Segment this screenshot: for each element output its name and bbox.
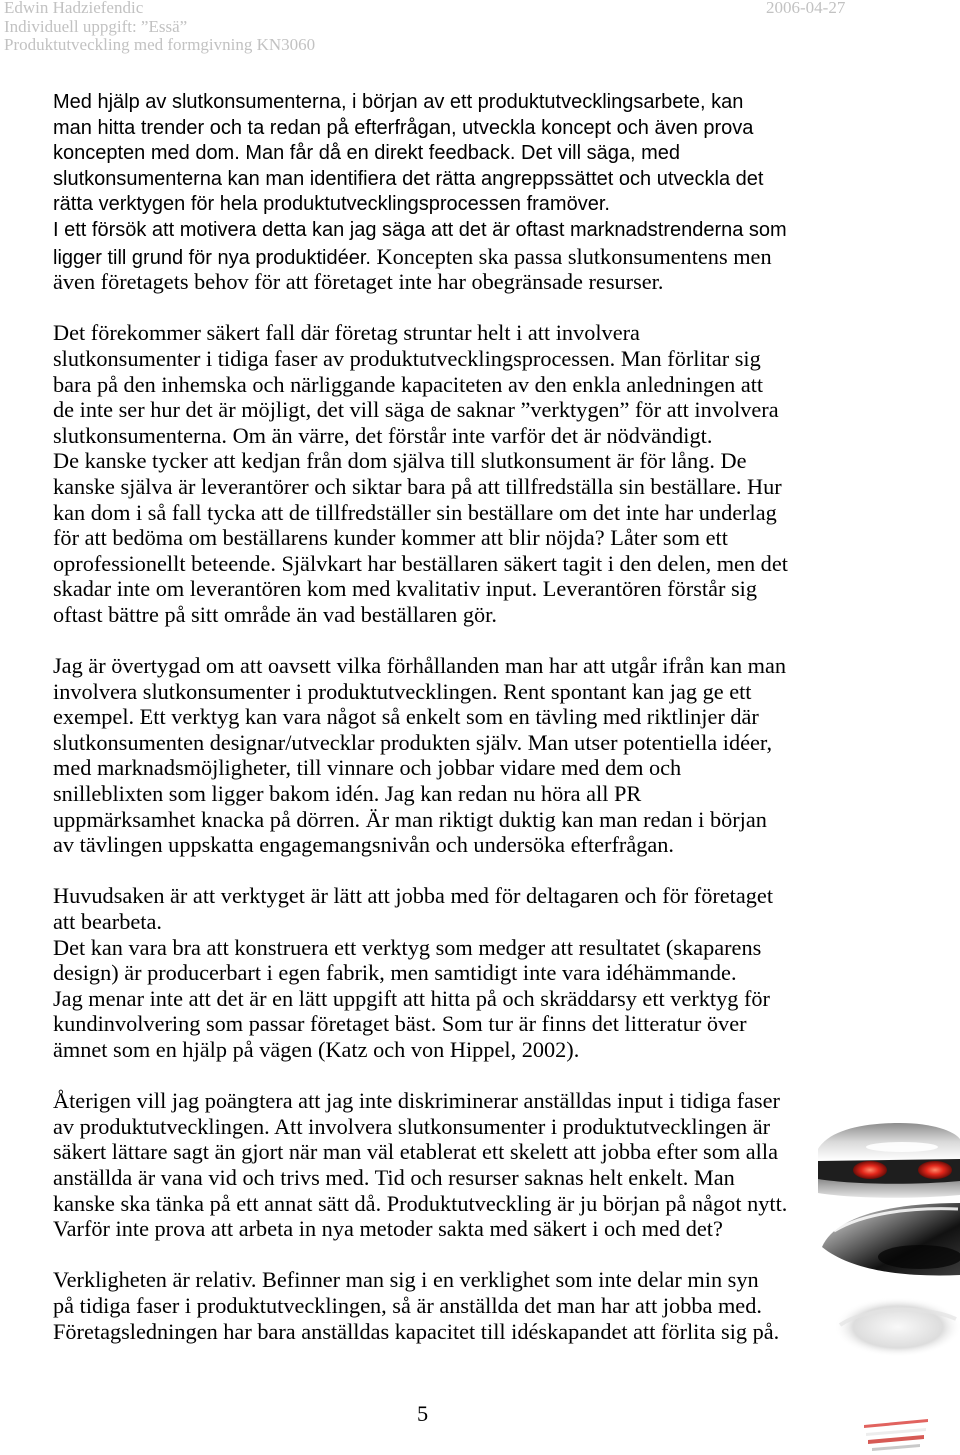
text-line: även företagets behov för att företaget inte har obegränsade resurser. xyxy=(53,269,664,295)
text-line: slutkonsumenten designar/utvecklar produkten själv. Man utser potentiella idéer, xyxy=(53,729,773,755)
paragraph xyxy=(53,1088,788,1242)
glossy-car-body-image xyxy=(822,1203,960,1275)
text-line: Det kan vara bra att konstruera ett verktyg som medger att resultatet (skaparens xyxy=(53,934,762,960)
text-line: kanske själva är leverantörer och siktar bara på att tillfredställa sin beställare. Hur xyxy=(53,473,782,499)
text-line: man hitta trender och ta redan på efterfrågan, utveckla koncept och även prova xyxy=(53,116,754,139)
faded-car-image xyxy=(834,1297,960,1357)
text-line: exempel. Ett verktyg kan vara något så enkelt som en tävling med riktlinjer där xyxy=(53,704,759,730)
text-line: design) är producerbart i egen fabrik, men samtidigt inte vara idéhämmande. xyxy=(53,960,737,986)
text-line: Varför inte prova att arbeta in nya metoder sakta med säkert i och med det? xyxy=(53,1216,723,1242)
page-number: 5 xyxy=(417,1401,429,1426)
text-line: Med hjälp av slutkonsumenterna, i början av ett produktutvecklingsarbete, kan xyxy=(53,91,744,113)
text-line: uppmärksamhet knacka på dörren. Är man riktigt duktig kan man redan i början xyxy=(53,806,767,832)
text-line: bara på den inhemska och närliggande kapaciteten av den enkla anledningen att xyxy=(53,371,764,397)
text-segment: ligger till grund för nya produktidéer. xyxy=(53,246,377,269)
text-line: Företagsledningen har bara anställdas kapacitet till idéskapandet att förlita sig på. xyxy=(53,1318,780,1344)
text-line: slutkonsumenter i tidiga faser av produktutvecklingsprocessen. Man förlitar sig xyxy=(53,345,761,371)
header-info xyxy=(4,0,315,55)
header-author: Edwin Hadziefendic xyxy=(4,0,144,17)
text-line: Återigen vill jag poängtera att jag inte diskriminerar anställdas input i tidiga faser xyxy=(53,1088,780,1114)
text-line: på tidiga faser i produktutvecklingen, så är anställda det man har att jobba med. xyxy=(53,1292,762,1318)
header-date: 2006-04-27 xyxy=(766,0,846,17)
paragraph xyxy=(53,1267,788,1344)
decorative-side-images xyxy=(816,1115,960,1455)
text-line: med marknadsmöjligheter, till vinnare och jobbar vidare med dem och xyxy=(53,755,682,781)
text-line: för att bedöma om beställarens kunder kommer att blir nöjda? Låter som ett xyxy=(53,525,728,551)
text-line xyxy=(53,244,788,270)
paragraph xyxy=(53,653,788,858)
text-line: Det förekommer säkert fall där företag struntar helt i att involvera xyxy=(53,320,640,346)
text-line: koncepten med dom. Man får då en direkt feedback. Det vill säga, med xyxy=(53,142,681,165)
text-line: rätta verktygen för hela produktutvecklingsprocessen framöver. xyxy=(53,193,610,216)
text-line: anställda är vana vid och trivs med. Tid och resurser saknas helt enkelt. Man xyxy=(53,1164,735,1190)
paragraph xyxy=(53,883,788,1062)
essay-body xyxy=(53,90,788,1370)
text-line: slutkonsumenterna. Om än värre, det förstår inte varför det är nödvändigt. xyxy=(53,422,713,448)
text-line: kan dom i så fall tycka att de tillfredställer sin beställare om det inte har underlag xyxy=(53,499,777,525)
text-line: slutkonsumenterna kan man identifiera det rätta angreppssättet och utveckla det xyxy=(53,167,764,190)
text-line: De kanske tycker att kedjan från dom själva till slutkonsument är för lång. De xyxy=(53,448,747,474)
red-striped-detail-image xyxy=(864,1419,928,1451)
text-line: säkert lättare sagt än gjort när man väl etablerat ett skelett att jobba efter som alla xyxy=(53,1139,778,1165)
text-line: av tävlingen uppskatta engagemangsnivån och undersöka efterfrågan. xyxy=(53,832,674,858)
text-line: Jag är övertygad om att oavsett vilka förhållanden man har att utgår ifrån kan man xyxy=(53,653,787,679)
text-line: oftast bättre på sitt område än vad beställaren gör. xyxy=(53,601,497,627)
text-line: kundinvolvering som passar företaget bäst. Som tur är finns det litteratur över xyxy=(53,1011,747,1037)
text-line: oprofessionellt beteende. Självkart har beställaren säkert tagit i den delen, men det xyxy=(53,550,788,576)
text-line: de inte ser hur det är möjligt, det vill säga de saknar ”verktygen” för att involvera xyxy=(53,397,779,423)
text-segment: Koncepten ska passa slutkonsumentens men xyxy=(376,243,772,269)
header-course: Produktutveckling med formgivning KN3060 xyxy=(4,35,316,54)
text-line: Huvudsaken är att verktyget är lätt att jobba med för deltagaren och för företaget xyxy=(53,883,774,909)
text-line: skadar inte om leverantören kom med kvalitativ input. Leverantören förstår sig xyxy=(53,576,757,602)
text-line: ämnet som en hjälp på vägen (Katz och von Hippel, 2002). xyxy=(53,1036,580,1062)
text-line: av produktutvecklingen. Att involvera slutkonsumenter i produktutvecklingen är xyxy=(53,1113,771,1139)
paragraph xyxy=(53,90,788,295)
text-line: att bearbeta. xyxy=(53,909,162,934)
text-line: kanske ska tänka på ett annat sätt då. Produktutveckling är ju början på något nytt. xyxy=(53,1190,788,1216)
text-line: snilleblixten som ligger bakom idén. Jag kan redan nu höra all PR xyxy=(53,781,642,807)
header-assignment: Individuell uppgift: ”Essä” xyxy=(4,16,188,36)
car-taillights-image xyxy=(818,1123,960,1198)
text-line: involvera slutkonsumenter i produktutvecklingen. Rent spontant kan jag ge ett xyxy=(53,678,752,704)
text-line: I ett försök att motivera detta kan jag säga att det är oftast marknadstrenderna som xyxy=(53,218,787,241)
text-line: Jag menar inte att det är en lätt uppgift att hitta på och skräddarsy ett verktyg för xyxy=(53,985,770,1011)
text-line: Verkligheten är relativ. Befinner man sig i en verklighet som inte delar min syn xyxy=(53,1267,759,1293)
paragraph xyxy=(53,320,788,627)
page-header xyxy=(0,0,960,60)
